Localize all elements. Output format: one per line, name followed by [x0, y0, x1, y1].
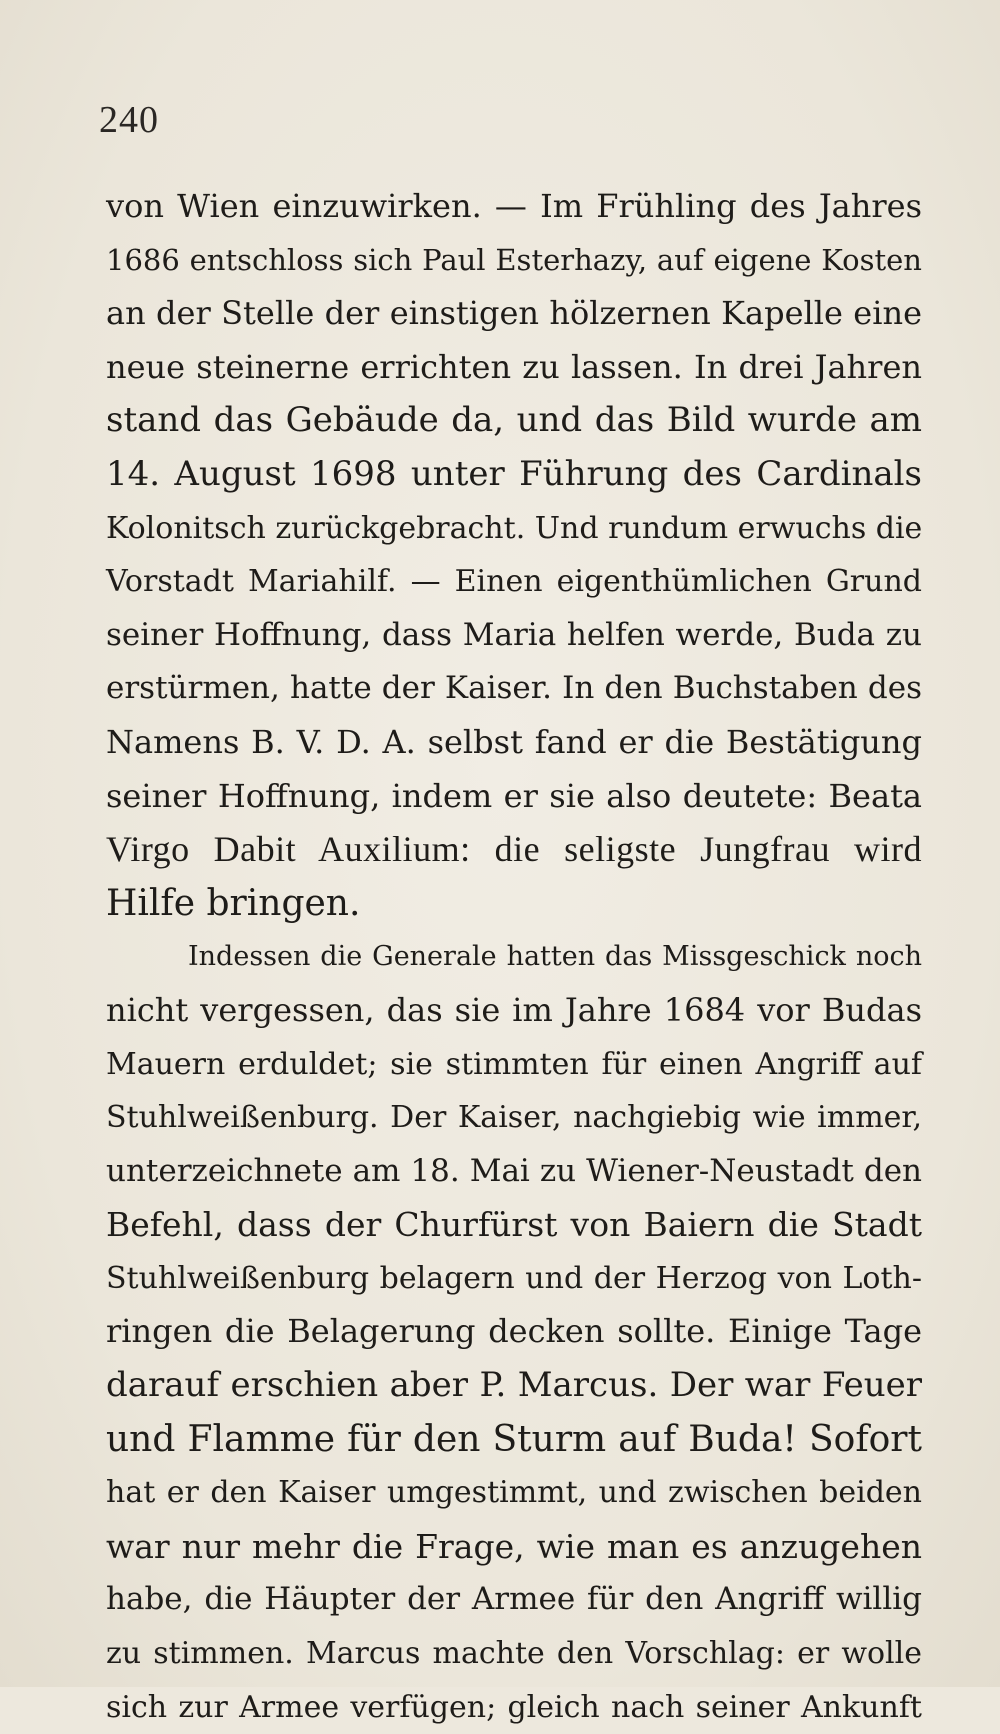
text-line-17: Mauern erduldet; sie stimmten für einen Angriff auf	[106, 1046, 922, 1082]
text-line-4: neue steinerne errichten zu lassen. In drei Jahren	[106, 347, 922, 386]
text-line-21: Stuhlweißenburg belagern und der Herzog von Loth-	[106, 1260, 922, 1296]
text-line-9: seiner Hoffnung, dass Maria helfen werde, Buda zu	[106, 616, 922, 653]
text-line-8: Vorstadt Mariahilf. — Einen eigenthümlichen Grund	[106, 564, 922, 600]
text-line-16: nicht vergessen, das sie im Jahre 1684 vor Budas	[106, 990, 922, 1029]
text-line-7: Kolonitsch zurückgebracht. Und rundum erwuchs die	[106, 510, 923, 546]
text-line-2: 1686 entschloss sich Paul Esterhazy, auf eigene Kosten	[106, 242, 922, 277]
text-line-23: darauf erschien aber P. Marcus. Der war Feuer	[106, 1365, 922, 1406]
body-text	[106, 180, 922, 1734]
text-line-28: zu stimmen. Marcus machte den Vorschlag: er wolle	[106, 1636, 922, 1672]
text-line-12: seiner Hoffnung, indem er sie also deutete: Beata	[106, 776, 922, 815]
text-line-26: war nur mehr die Frage, wie man es anzugehen	[106, 1526, 922, 1566]
text-line-27: habe, die Häupter der Armee für den Angriff willig	[106, 1581, 922, 1618]
text-line-11: Namens B. V. D. A. selbst fand er die Bestätigung	[106, 722, 922, 761]
text-line-24: und Flamme für den Sturm auf Buda! Sofort	[106, 1418, 922, 1460]
text-line-29: sich zur Armee verfügen; gleich nach seiner Ankunft	[106, 1689, 922, 1725]
text-line-6: 14. August 1698 unter Führung des Cardinals	[106, 453, 922, 494]
text-line-18: Stuhlweißenburg. Der Kaiser, nachgiebig wie immer,	[106, 1100, 922, 1136]
text-line-20: Befehl, dass der Churfürst von Baiern die Stadt	[106, 1205, 922, 1245]
text-line-5: stand das Gebäude da, und das Bild wurde am	[106, 400, 922, 441]
text-line-25: hat er den Kaiser umgestimmt, und zwischen beiden	[106, 1475, 922, 1511]
text-line-22: ringen die Belagerung decken sollte. Einige Tage	[106, 1312, 922, 1351]
text-line-3: an der Stelle der einstigen hölzernen Kapelle eine	[106, 294, 922, 333]
text-line-1: von Wien einzuwirken. — Im Frühling des Jahres	[106, 187, 922, 225]
text-line-15: Indessen die Generale hatten das Missgeschick noch	[188, 941, 922, 973]
page-number: 240	[99, 99, 159, 141]
text-line-14: Hilfe bringen.	[106, 882, 361, 924]
text-line-13: Virgo Dabit Auxilium: die seligste Jungfrau wird	[106, 829, 922, 870]
text-line-10: erstürmen, hatte der Kaiser. In den Buchstaben des	[106, 670, 922, 707]
text-line-19: unterzeichnete am 18. Mai zu Wiener-Neustadt den	[106, 1152, 922, 1189]
